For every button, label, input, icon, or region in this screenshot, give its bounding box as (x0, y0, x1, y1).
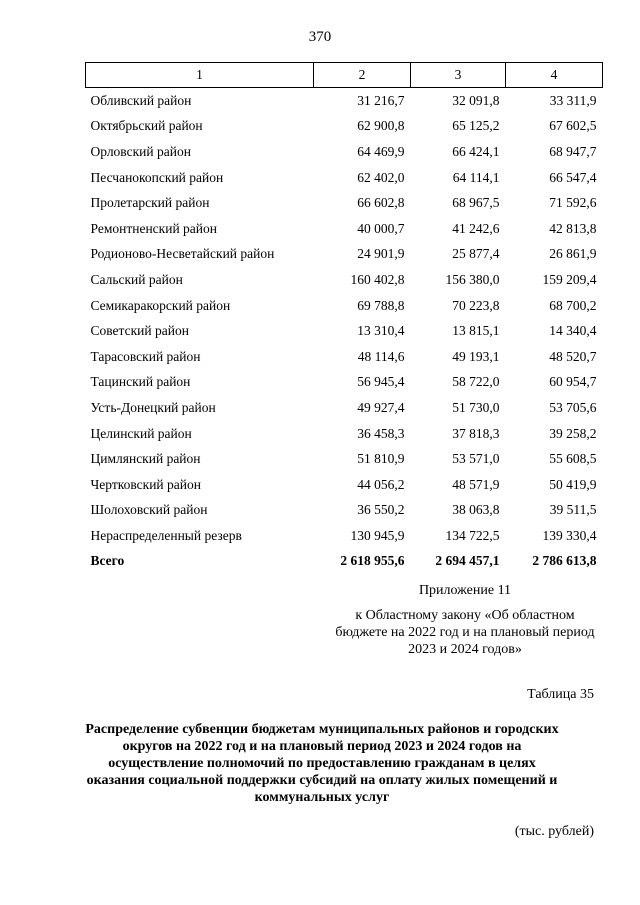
value-2024: 14 340,4 (549, 323, 597, 339)
total-2024: 2 786 613,8 (532, 553, 597, 569)
table-row (86, 267, 603, 293)
district-name: Усть-Донецкий район (90, 399, 216, 415)
value-2023: 66 424,1 (452, 143, 500, 159)
value-2024: 39 258,2 (549, 425, 597, 441)
value-2023: 65 125,2 (452, 118, 500, 134)
appendix-title: Приложение 11 (418, 583, 512, 598)
district-name: Орловский район (90, 143, 191, 159)
value-2022: 130 945,9 (350, 527, 405, 543)
table-row (86, 216, 603, 242)
value-2022: 36 458,3 (357, 425, 405, 441)
value-2024: 39 511,5 (549, 502, 597, 518)
district-name: Тарасовский район (90, 348, 201, 364)
value-2022: 51 810,9 (357, 451, 405, 467)
value-2022: 64 469,9 (357, 143, 405, 159)
value-2024: 26 861,9 (549, 246, 597, 262)
value-2024: 67 602,5 (549, 118, 597, 134)
value-2022: 49 927,4 (357, 399, 405, 415)
district-name: Обливский район (90, 92, 192, 108)
table-row (86, 421, 603, 447)
value-2023: 38 063,8 (452, 502, 500, 518)
district-name: Родионово-Несветайский район (90, 246, 275, 262)
table-row (86, 190, 603, 216)
value-2023: 156 380,0 (445, 271, 500, 287)
value-2022: 13 310,4 (357, 323, 405, 339)
district-name: Советский район (90, 323, 189, 339)
column-header: 2 (314, 63, 411, 88)
table-row (86, 472, 603, 498)
table-row (86, 293, 603, 319)
value-2023: 51 730,0 (452, 399, 500, 415)
value-2022: 36 550,2 (357, 502, 405, 518)
table-row (86, 318, 603, 344)
table-number: Таблица 35 (527, 687, 594, 702)
value-2022: 31 216,7 (357, 92, 405, 108)
value-2022: 160 402,8 (350, 271, 405, 287)
district-name: Чертковский район (90, 476, 201, 492)
value-2022: 48 114,6 (357, 348, 405, 364)
table-row (86, 344, 603, 370)
value-2023: 25 877,4 (452, 246, 500, 262)
value-2023: 68 967,5 (452, 195, 500, 211)
value-2023: 32 091,8 (452, 92, 500, 108)
district-name: Ремонтненский район (90, 220, 217, 236)
table-row (86, 370, 603, 396)
table-row (86, 165, 603, 191)
value-2023: 41 242,6 (452, 220, 500, 236)
column-header: 3 (411, 63, 506, 88)
district-name: Октябрьский район (90, 118, 203, 134)
document-title: Распределение субвенции бюджетам муниципальных районов и городских округов на 2022 год и на плановый период 2023 и 2024 годов на осуществление полномочий по предоставлению гражданам в целях оказания социальной поддержки субсидий на оплату жилых помещений и коммунальных услуг (85, 722, 559, 805)
value-2024: 48 520,7 (549, 348, 597, 364)
column-header: 1 (86, 63, 314, 88)
value-2023: 48 571,9 (452, 476, 500, 492)
value-2023: 13 815,1 (452, 323, 500, 339)
value-2023: 134 722,5 (445, 527, 500, 543)
value-2022: 66 602,8 (357, 195, 405, 211)
value-2023: 70 223,8 (452, 297, 500, 313)
value-2024: 159 209,4 (542, 271, 597, 287)
value-2024: 60 954,7 (549, 374, 597, 390)
table-row (86, 446, 603, 472)
value-2024: 71 592,6 (549, 195, 597, 211)
table-row (86, 523, 603, 549)
value-2024: 53 705,6 (549, 399, 597, 415)
total-2023: 2 694 457,1 (435, 553, 500, 569)
total-2022: 2 618 955,6 (340, 553, 405, 569)
table-row (86, 114, 603, 140)
value-2024: 68 947,7 (549, 143, 597, 159)
total-label: Всего (90, 553, 125, 569)
value-2024: 55 608,5 (549, 451, 597, 467)
district-name: Семикаракорский район (90, 297, 231, 313)
district-name: Сальский район (90, 271, 183, 287)
district-name: Тацинский район (90, 374, 191, 390)
value-2023: 53 571,0 (452, 451, 500, 467)
district-name: Пролетарский район (90, 195, 210, 211)
district-name: Цимлянский район (90, 451, 201, 467)
table-row (86, 88, 603, 114)
column-header: 4 (506, 63, 603, 88)
district-name: Нераспределенный резерв (90, 527, 242, 543)
table-row (86, 395, 603, 421)
district-name: Шолоховский район (90, 502, 208, 518)
table-row (86, 498, 603, 524)
budget-table (85, 62, 603, 574)
table-body (86, 88, 603, 549)
value-2022: 40 000,7 (357, 220, 405, 236)
value-2023: 64 114,1 (452, 169, 500, 185)
value-2024: 66 547,4 (549, 169, 597, 185)
value-2022: 44 056,2 (357, 476, 405, 492)
value-2022: 62 402,0 (357, 169, 405, 185)
table-header-row (86, 63, 603, 88)
value-2023: 49 193,1 (452, 348, 500, 364)
value-2024: 139 330,4 (542, 527, 597, 543)
units-note: (тыс. рублей) (514, 824, 594, 839)
value-2022: 24 901,9 (357, 246, 405, 262)
table-row (86, 139, 603, 165)
value-2024: 50 419,9 (549, 476, 597, 492)
value-2022: 62 900,8 (357, 118, 405, 134)
value-2024: 33 311,9 (549, 92, 597, 108)
page-number: 370 (308, 29, 332, 45)
district-name: Целинский район (90, 425, 192, 441)
value-2024: 42 813,8 (549, 220, 597, 236)
value-2023: 58 722,0 (452, 374, 500, 390)
district-name: Песчанокопский район (90, 169, 224, 185)
value-2022: 56 945,4 (357, 374, 405, 390)
value-2023: 37 818,3 (452, 425, 500, 441)
appendix-reference: к Областному закону «Об областном бюджете на 2022 год и на плановый период 2023 и 2024 годов» (335, 608, 595, 657)
value-2022: 69 788,8 (357, 297, 405, 313)
table-row (86, 242, 603, 268)
total-row (86, 549, 603, 575)
value-2024: 68 700,2 (549, 297, 597, 313)
